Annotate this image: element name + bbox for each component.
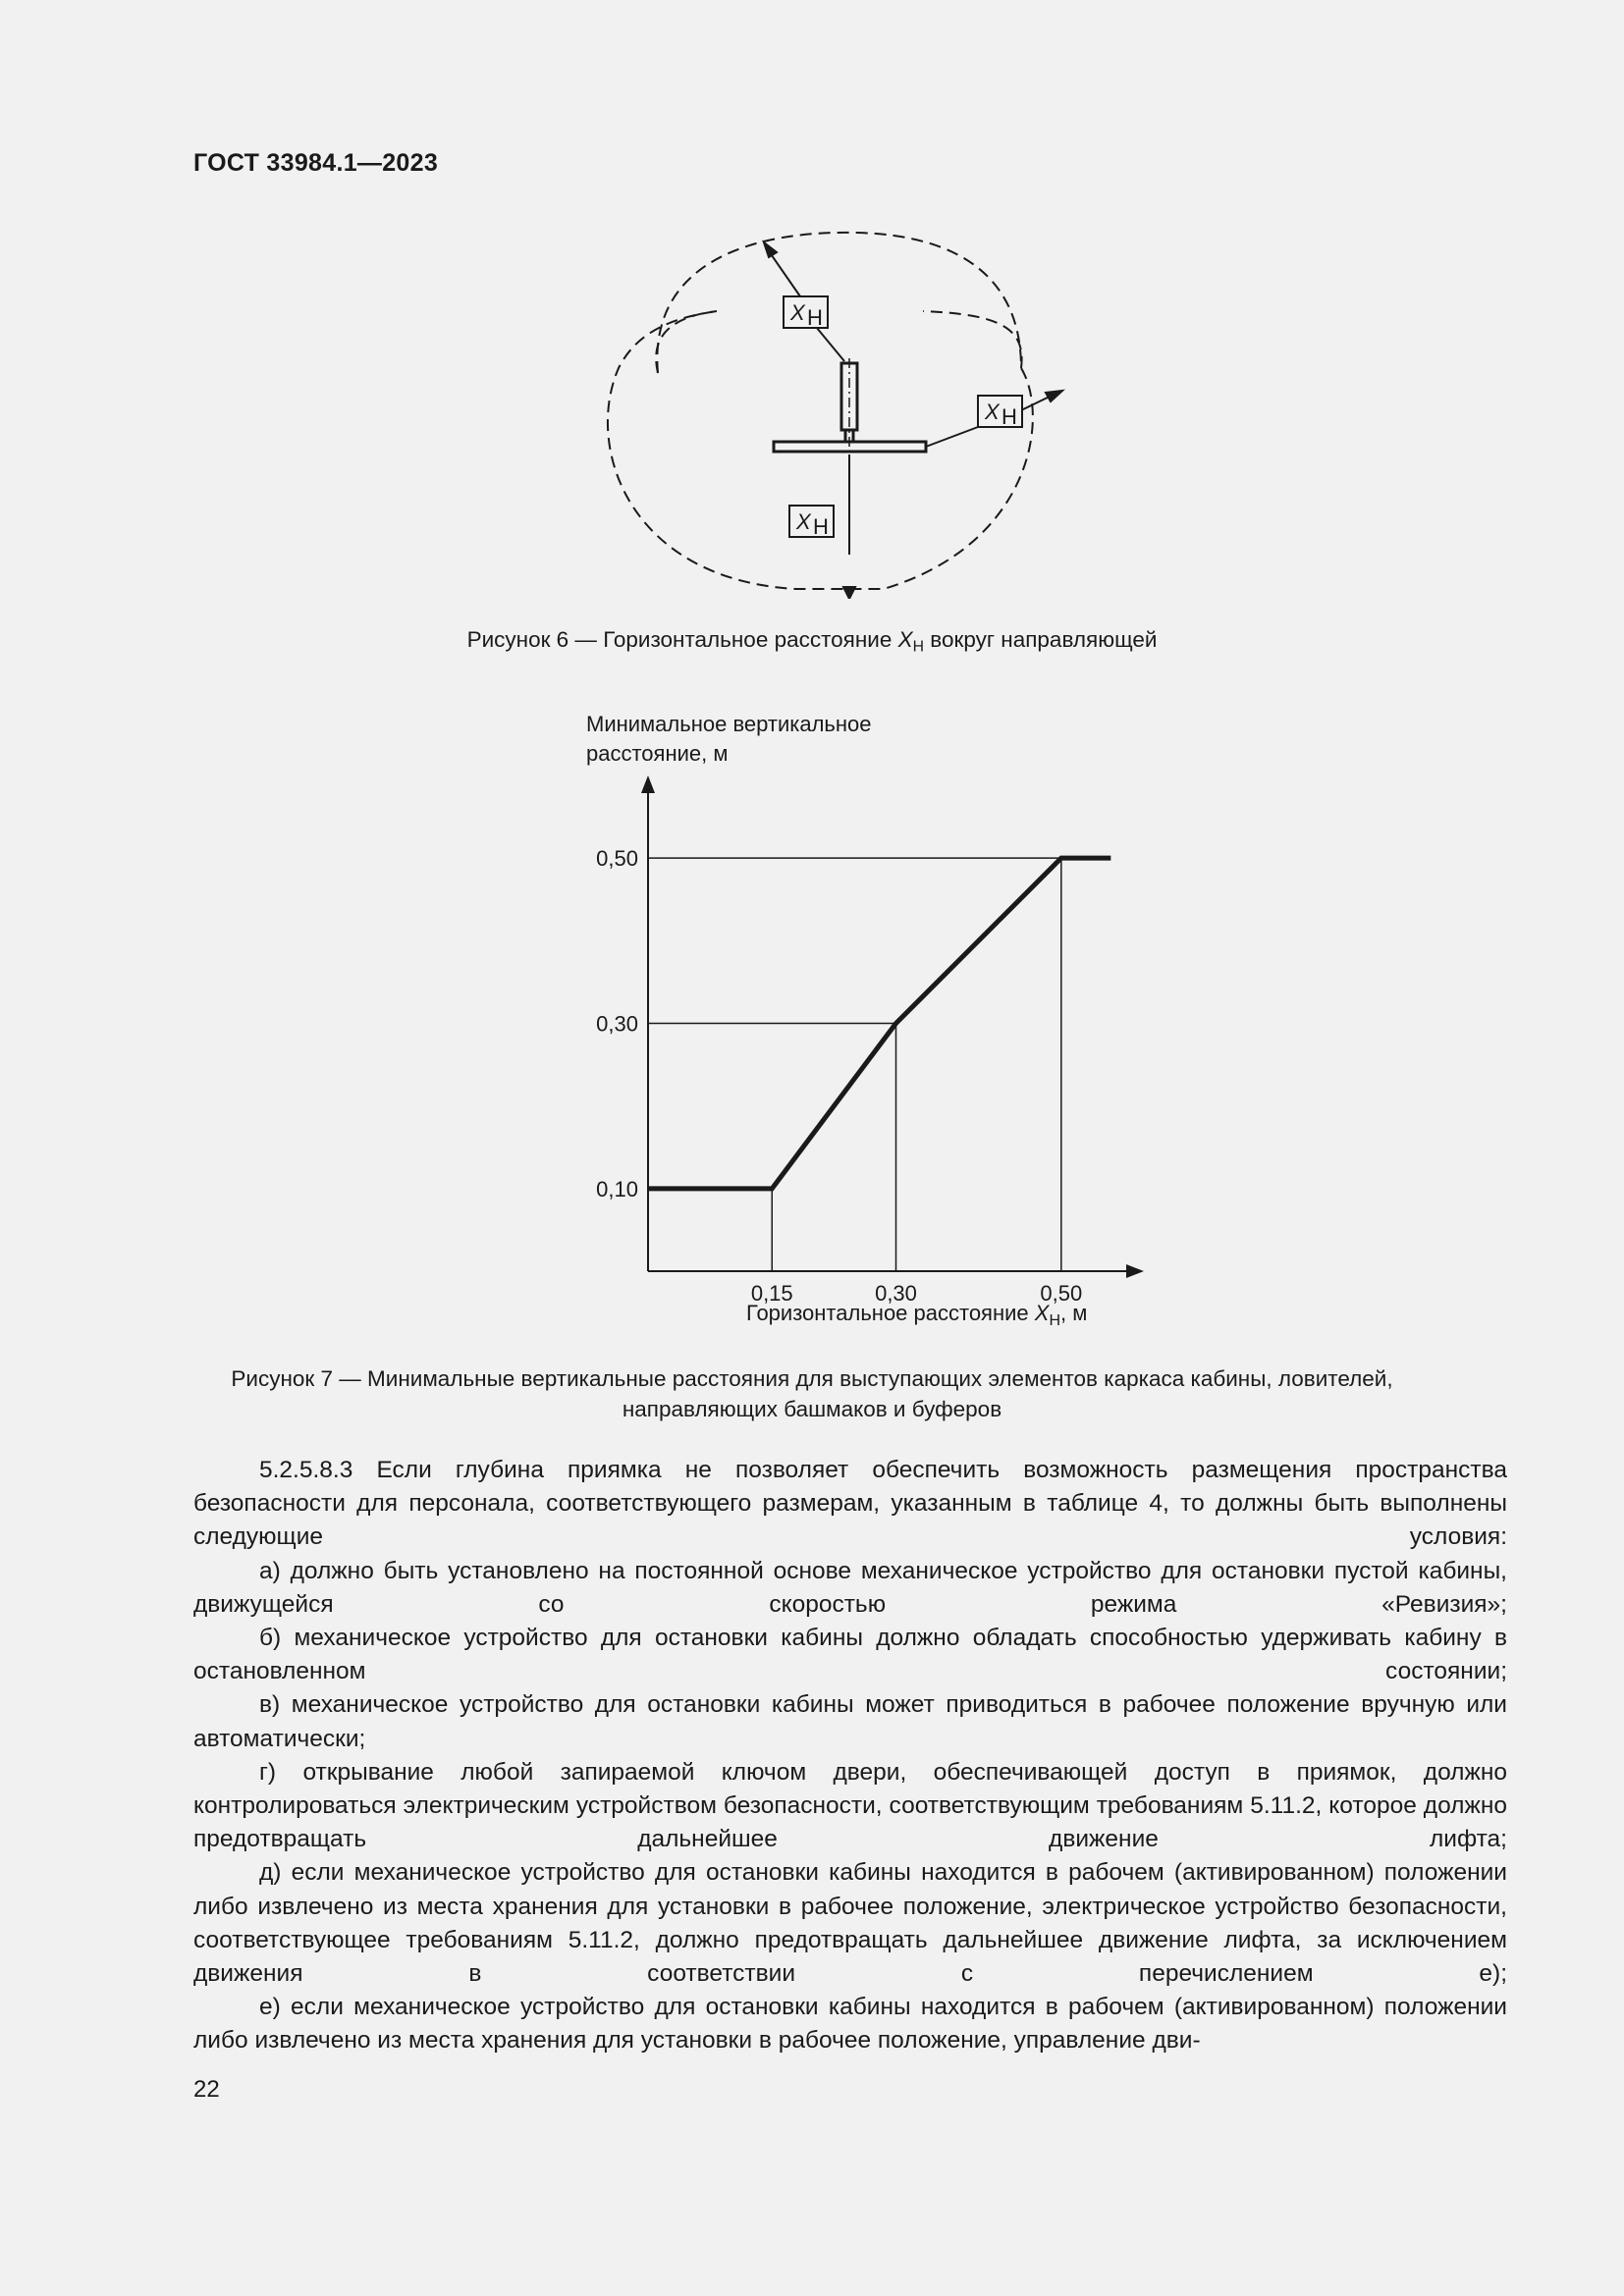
x-tick-label: 0,15 — [750, 1281, 793, 1306]
figure-6-caption-symbol: X — [897, 627, 913, 652]
svg-text:X: X — [790, 300, 805, 325]
svg-text:H: H — [813, 514, 829, 539]
xh-label-bottom — [789, 506, 834, 539]
body-text — [193, 1454, 1507, 2058]
guide-rail — [774, 358, 926, 464]
xh-label-right — [978, 396, 1022, 429]
document-header: ГОСТ 33984.1—2023 — [193, 149, 439, 177]
list-item-d: д) если механическое устройство для остановки кабины находится в рабочем (активированном) положении либо извлечено из места хранения для установки в рабочее положение, электрическое устройство безопасности, соответствующее требованиям 5.11.2, должно предотвращать дальнейшее движение лифта, за исключением движения в соответствии с перечислением е); — [193, 1859, 1507, 1988]
y-axis-label-line1: Минимальное вертикальное — [586, 712, 872, 736]
list-item-a: а) должно быть установлено на постоянной основе механическое устройство для остановки пустой кабины, движущейся со скоростью режима «Ревизия»; — [193, 1557, 1507, 1618]
svg-text:H: H — [807, 305, 823, 330]
envelope-inner-arc-right — [923, 311, 1022, 368]
x-axis-arrowhead — [1126, 1264, 1144, 1278]
x-tick-label: 0,30 — [875, 1281, 917, 1306]
list-item-e: е) если механическое устройство для остановки кабины находится в рабочем (активированном) положении либо извлечено из места хранения для установки в рабочее положение, управление дви- — [193, 1994, 1507, 2055]
figure-6-caption-subscript: H — [912, 638, 925, 656]
xh-label-top — [784, 296, 828, 330]
svg-text:X: X — [796, 509, 811, 534]
y-axis-label-line2: расстояние, м — [586, 741, 729, 766]
envelope-inner-arc-left — [656, 311, 717, 373]
x-tick-label: 0,50 — [1040, 1281, 1083, 1306]
figure-7-caption — [193, 1363, 1431, 1424]
y-axis-arrowhead — [641, 775, 655, 793]
list-item-v: в) механическое устройство для остановки кабины может приводиться в рабочее положение вручную или автоматически; — [193, 1691, 1507, 1752]
y-tick-label: 0,30 — [596, 1011, 638, 1037]
x-axis-label-symbol: X — [1034, 1301, 1050, 1325]
x-axis-label — [746, 1301, 1087, 1329]
y-tick-label: 0,50 — [596, 846, 638, 872]
svg-text:H: H — [1001, 404, 1017, 429]
paragraph-5-2-5-8-3: 5.2.5.8.3 Если глубина приямка не позволяет обеспечить возможность размещения пространства безопасности для персонала, соответствующего размерам, указанным в таблице 4, то должны быть выполнены следующие условия: — [193, 1457, 1507, 1551]
svg-text:X: X — [985, 400, 1000, 424]
figure-7-caption-line2: направляющих башмаков и буферов — [622, 1397, 1002, 1421]
page-number: 22 — [193, 2076, 220, 2103]
x-axis-label-suffix: , м — [1060, 1301, 1088, 1325]
figure-6-caption — [193, 624, 1431, 663]
x-axis-label-prefix: Горизонтальное расстояние — [746, 1301, 1035, 1325]
y-tick-label: 0,10 — [596, 1176, 638, 1201]
figure-7-caption-line1: Рисунок 7 — Минимальные вертикальные расстояния для выступающих элементов каркаса кабины, ловителей, — [231, 1366, 1393, 1391]
figure-7-chart — [565, 702, 1232, 1340]
figure-6-caption-prefix: Рисунок 6 — Горизонтальное расстояние — [466, 627, 898, 652]
list-item-g: г) открывание любой запираемой ключом двери, обеспечивающей доступ в приямок, должно контролироваться электрическим устройством безопасности, соответствующим требованиям 5.11.2, которое должно предотвращать дальнейшее движение лифта; — [193, 1758, 1507, 1853]
figure-6-caption-suffix: вокруг направляющей — [924, 627, 1158, 652]
chart-tick-labels — [596, 846, 1082, 1306]
figure-6-diagram — [589, 221, 1100, 599]
x-axis-label-subscript: H — [1049, 1312, 1061, 1329]
list-item-b: б) механическое устройство для остановки кабины должно обладать способностью удерживать кабину в остановленном состоянии; — [193, 1625, 1507, 1685]
